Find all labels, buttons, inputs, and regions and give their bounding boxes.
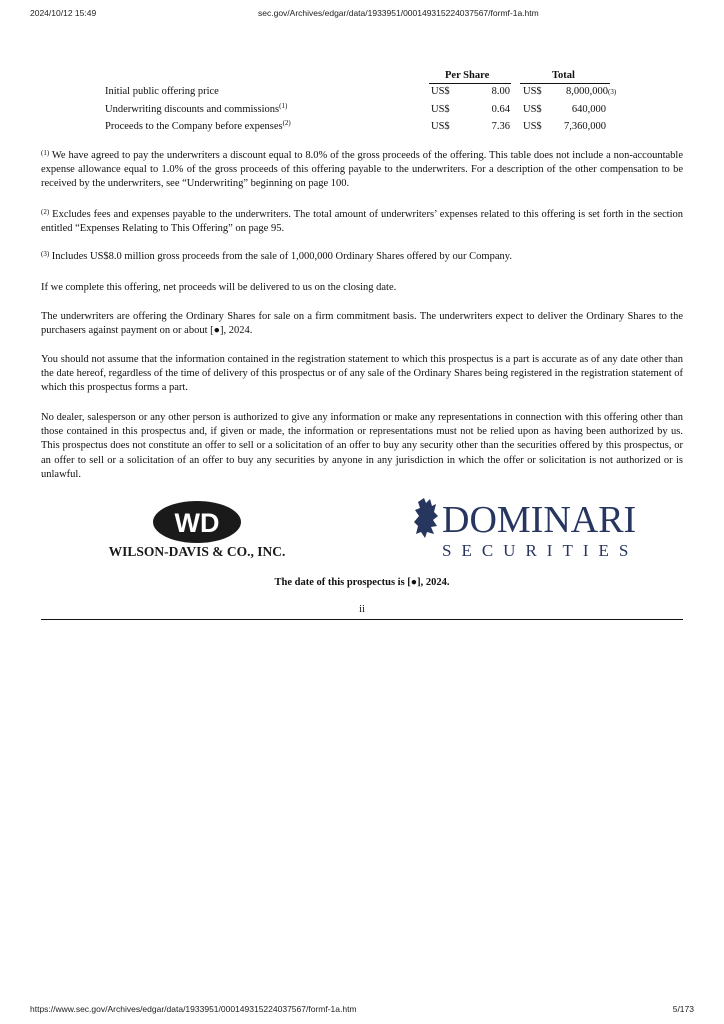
print-page-counter: 5/173 [672,1004,694,1014]
footnote-2-text: Excludes fees and expenses payable to the underwriters. The total amount of underwriters’ expenses related to this offering is set forth in the section entitled “Expenses Relating to This Offering” on page 95. [41,209,683,235]
paragraph-net-proceeds: If we complete this offering, net proceeds will be delivered to us on the closing date. [41,282,397,293]
table-row [100,102,640,120]
print-url-footer: https://www.sec.gov/Archives/edgar/data/1933951/000149315224037567/formf-1a.htm [30,1004,357,1014]
dominari-name: DOMINARI [442,499,637,541]
footnote-3-text: Includes US$8.0 million gross proceeds from the sale of 1,000,000 Ordinary Shares offered by our Company. [49,251,512,262]
per-share-value: 0.64 [491,103,510,115]
wd-company-name: WILSON-DAVIS & CO., INC. [108,544,286,559]
table-row [100,84,640,102]
dominari-subtitle: SECURITIES [442,541,639,560]
footnote-1-marker: (1) [41,149,50,157]
row-label: Underwriting discounts and commissions$^{(1)}$ [105,101,288,115]
print-url-header: sec.gov/Archives/edgar/data/1933951/000149315224037567/formf-1a.htm [258,8,539,18]
paragraph-firm-commitment: The underwriters are offering the Ordinary Shares for sale on a firm commitment basis. The underwriters expect to deliver the Ordinary Shares to the purchasers against payment on or about [●], 2024. [41,311,683,337]
footnote-3-marker: (3) [41,250,50,258]
footnote-ref: (1) [279,101,288,110]
prospectus-date: The date of this prospectus is [●], 2024. [274,577,450,588]
footnote-1 [41,149,683,192]
footnote-3 [41,250,683,264]
pricing-table-header [100,70,640,84]
table-row [100,119,640,137]
print-timestamp: 2024/10/12 15:49 [30,8,97,18]
total-value: 8,000,000 (3) [566,86,617,97]
footnote-2-marker: (2) [41,208,50,216]
total-value: 7,360,000 [564,121,606,132]
per-share-value: 7.36 [491,121,510,132]
paragraph-no-dealer: No dealer, salesperson or any other person is authorized to give any information or make any representations in connection with this offering other than those contained in this prospectus and, if given or made, the information or representations must not be relied upon as having been authorized by us. This prospectus does not constitute an offer to sell or a solicitation of an offer to buy any security other than the securities offered by this prospectus, or an offer to sell or a solicitation of an offer to buy any securities by anyone in any jurisdiction in which the offer or solicitation is not authorized or is unlawful. [41,412,683,480]
currency-total: US$ [523,86,542,97]
pricing-table [100,70,640,137]
paragraph-accuracy: You should not assume that the information contained in the registration statement to which this prospectus is a part is accurate as of any date other than the date hereof, regardless of the time of delivery of this prospectus or of any sale of the Ordinary Shares being registered in the registration statement of which this prospectus forms a part. [41,354,683,394]
currency-per-share: US$ [431,103,450,115]
currency-per-share: US$ [431,86,450,97]
footnote-ref: (2) [282,119,291,127]
header-per-share: Per Share [445,70,490,81]
total-value: 640,000 [571,103,606,115]
dominari-securities-logo [412,494,642,560]
page-divider [41,619,683,620]
currency-total: US$ [523,103,542,115]
footnote-2 [41,208,683,236]
footnote-1-text: We have agreed to pay the underwriters a discount equal to 8.0% of the gross proceeds of the offering. This table does not include a non-accountable expense allowance equal to 1.0% of the gross proceeds of this offering payable to the underwriters. For a description of the other compensation to be received by the underwriters, see “Underwriting” beginning on page 100. [41,150,683,190]
currency-total: US$ [523,121,542,132]
lion-crest-icon [414,498,438,538]
row-label: Proceeds to the Company before expenses$^{(2)}$ [105,119,291,132]
wilson-davis-logo [88,498,306,562]
total-note: (3) [608,88,617,96]
per-share-value: 8.00 [491,86,510,97]
header-total: Total [552,70,575,81]
row-label: Initial public offering price [105,86,219,97]
currency-per-share: US$ [431,121,450,132]
wd-monogram: WD [174,508,220,538]
page-number: ii [359,604,365,615]
